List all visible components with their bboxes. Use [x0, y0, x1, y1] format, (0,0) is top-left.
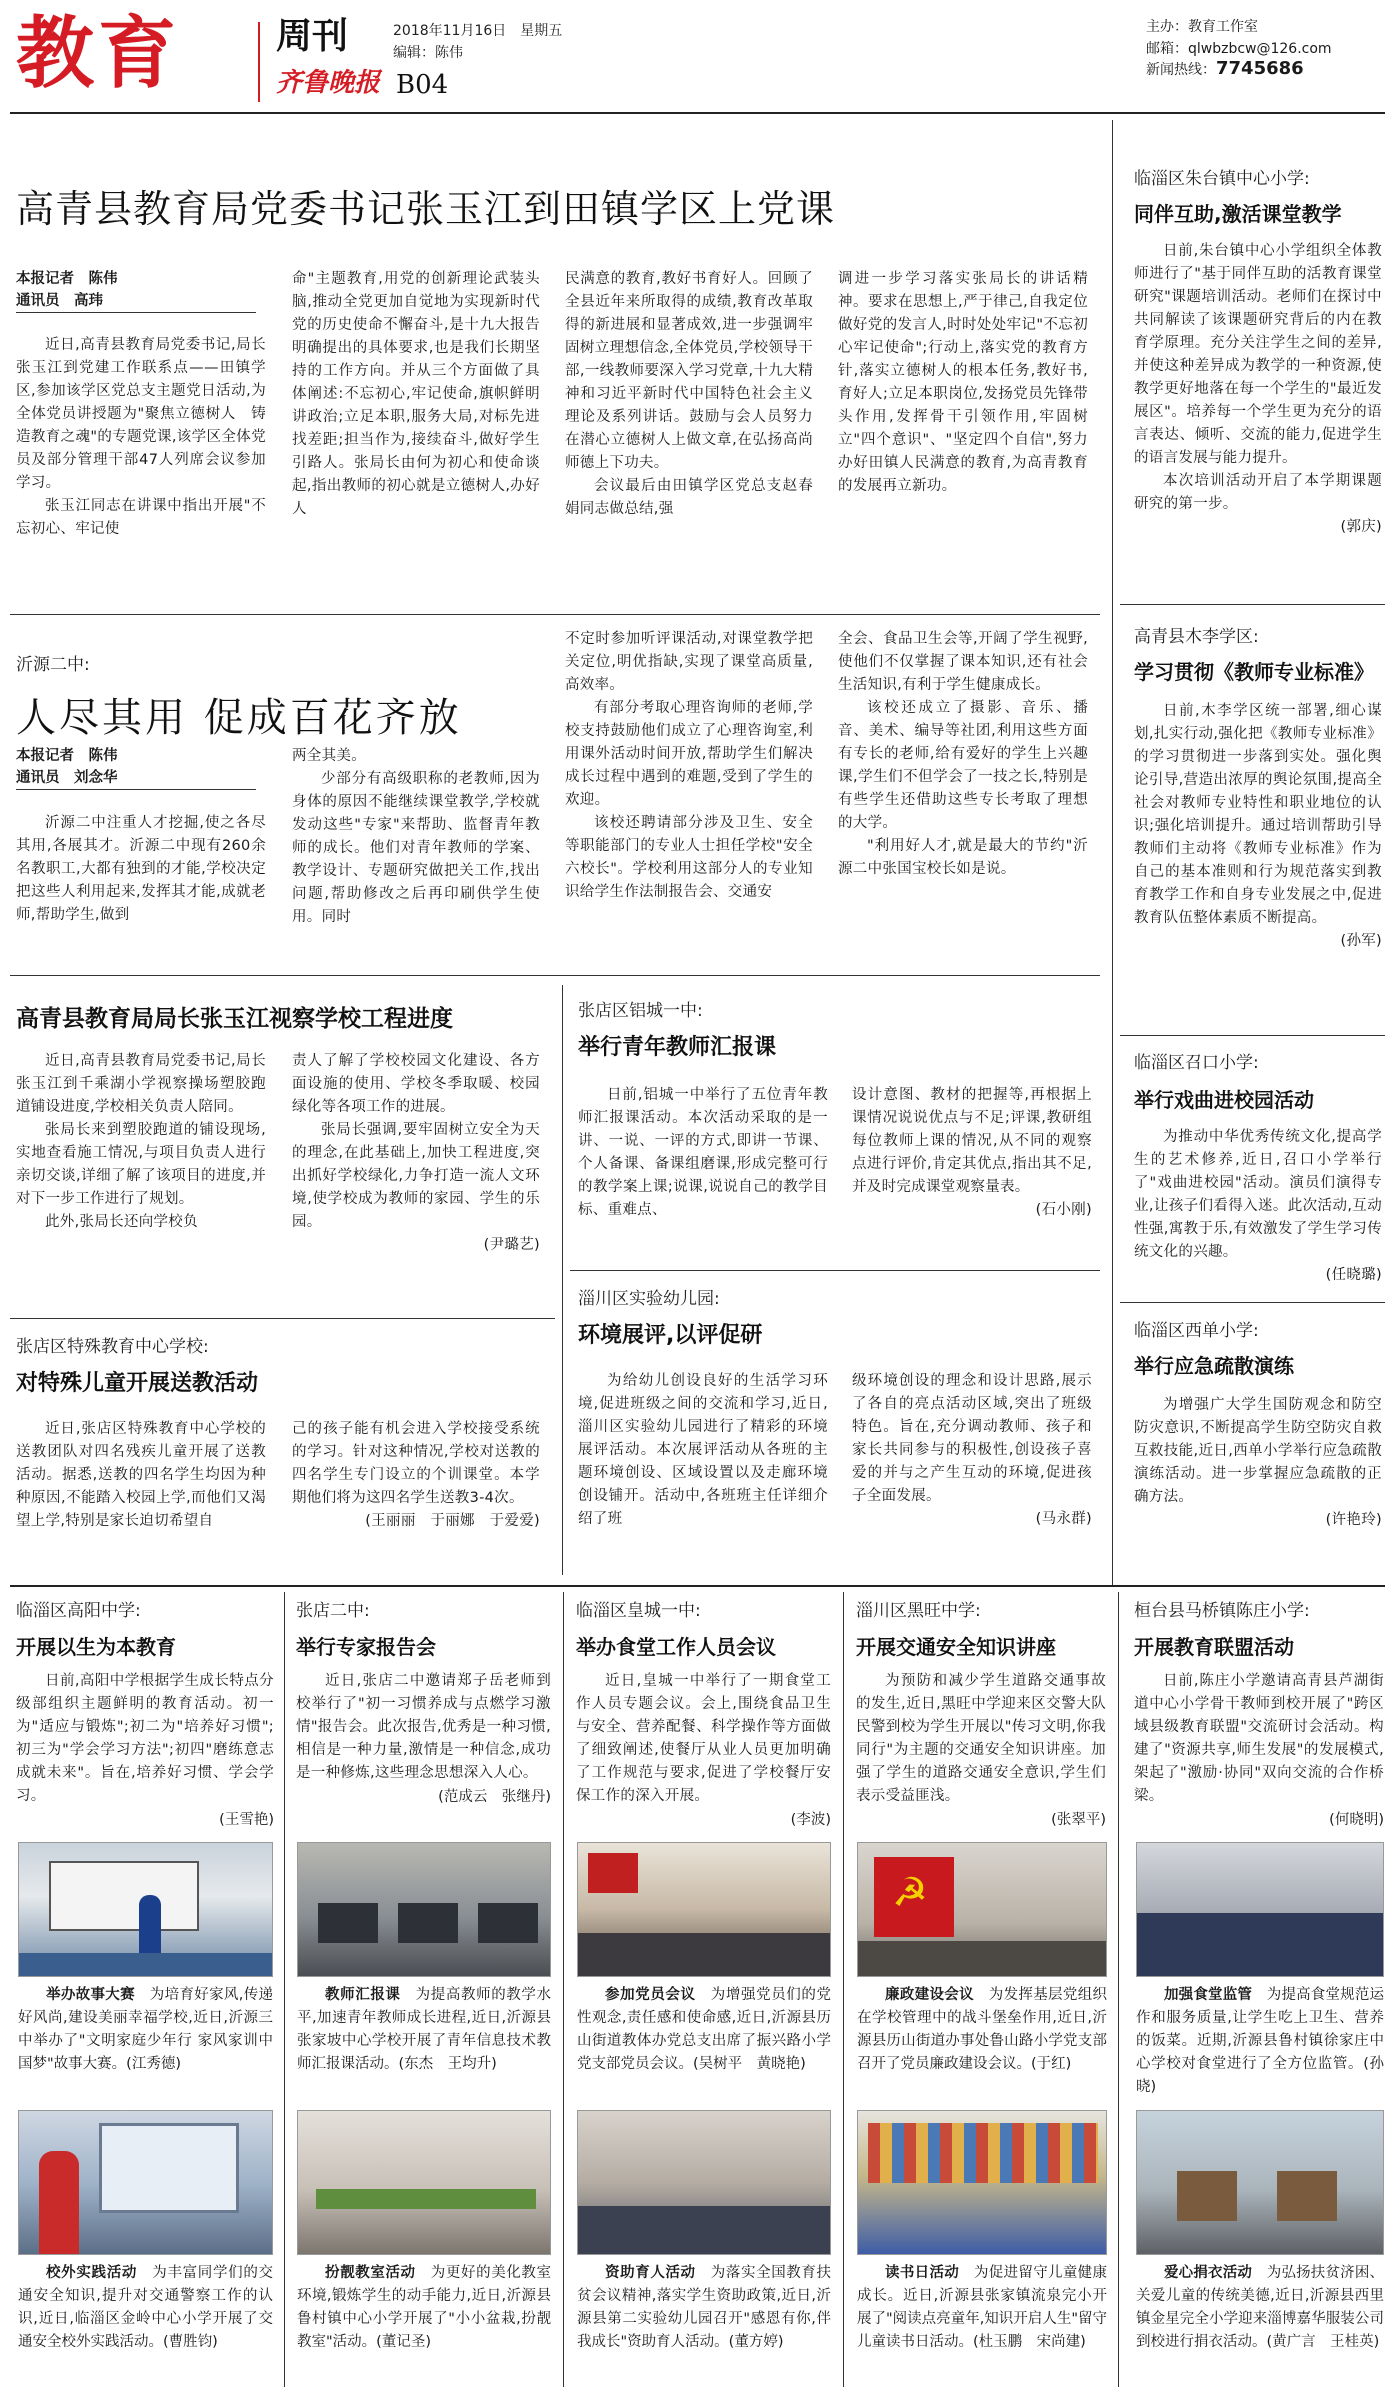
caption-clothing-donation: 爱心捐衣活动 为弘扬扶贫济困、关爱儿童的传统美德,近日,沂源县西里镇金星完全小学迎来淄博嘉华服装公司到校进行捐衣活动。(黄广言 王桂英): [1136, 2265, 1385, 2350]
caption-teacher-demo: 教师汇报课 为提高教师的教学水平,加速青年教师成长进程,近日,沂源县张家坡中心学校开展了青年信息技术教师汇报课活动。(东杰 王均升): [297, 1987, 552, 2072]
sidebar-4-headline: 举行应急疏散演练: [1134, 1354, 1294, 1378]
bottom-col-4: [856, 1596, 1106, 1829]
bottom-vrule-3: [843, 1592, 844, 2387]
caption-clothing-donation-title: 爱心捐衣活动: [1164, 2265, 1253, 2281]
yiyuan-label: 沂源二中:: [16, 655, 90, 675]
caption-reading-day-title: 读书日活动: [885, 2265, 960, 2281]
caption-party-meeting-title: 参加党员会议: [605, 1987, 696, 2003]
kindergarten-headline: 环境展评,以评促研: [578, 1323, 763, 1348]
lead-col-1: 近日,高青县教育局党委书记,局长张玉江到党建工作联系点——田镇学区,参加该学区党总支主题党日活动,为全体党员讲授题为"聚焦立德树人 铸造教育之魂"的专题党课,该学区全体党员及部分管理干部47人列席会议参加学习。 张玉江同志在讲课中指出开展"不忘初心、牢记使: [16, 337, 266, 537]
kindergarten-col-1: 为给幼儿创设良好的生活学习环境,促进班级之间的交流和学习,近日,淄川区实验幼儿园进行了精彩的环境展评活动。本次展评活动从各班的主题环境创设、区域设置以及走廊环境创设铺开。活动中,各班班主任详细介绍了班: [578, 1373, 828, 1527]
weekly-label: 周刊: [276, 15, 349, 57]
sidebar-1-body: 日前,朱台镇中心小学组织全体教师进行了"基于同伴互助的活教育课堂研究"课题培训活动。老师们在探讨中共同解读了该课题研究背后的内在教育学原理。充分关注学生之间的差异,并使这种差异成为教学的一种资源,使教学更好地落在每一个学生的"最近发展区"。培养每一个学生更为充分的语言表达、倾听、交流的能力,促进学生的语言发展与能力提升。 本次培训活动开启了本学期课题研究的第一步。 (郭庆): [1134, 240, 1382, 539]
caption-canteen-supervision: 加强食堂监管 为提高食堂规范运作和服务质量,让学生吃上卫生、营养的饭菜。近期,沂源县鲁村镇徐家庄中心学校对食堂进行了全方位监管。(孙晓): [1136, 1987, 1385, 2095]
photo-traffic-practice: [18, 2110, 273, 2255]
caption-traffic-practice-title: 校外实践活动: [46, 2265, 138, 2281]
lead-byline: [16, 268, 266, 313]
bottom-4-body: 为预防和减少学生道路交通事故的发生,近日,黑旺中学迎来区交警大队民警到校为学生开展以"传习文明,你我同行"为主题的交通安全知识讲座。加强了学生的道路交通安全意识,学生们表示受益匪浅。: [856, 1673, 1106, 1804]
middle-vertical-rule: [562, 985, 563, 1575]
gaoqing-inspect-col-2: 责人了解了学校校园文化建设、各方面设施的使用、学校冬季取暖、校园绿化等各项工作的进展。 张局长强调,要牢固树立安全为天的理念,在此基础上,加快工程进度,突出抓好学校绿化,力争打造一流人文环境,使学校成为教师的家园、学生的乐园。 (尹璐艺): [292, 1050, 540, 1257]
yiyuan-col-3: 不定时参加听评课活动,对课堂教学把关定位,明优指缺,实现了课堂高质量,高效率。 有部分考取心理咨询师的老师,学校支持鼓励他们成立了心理咨询室,利用课外活动时间开放,帮助学生们解决成长过程中遇到的难题,受到了学生的欢迎。 该校还聘请部分涉及卫生、安全等职能部门的专业人士担任学校"安全六校长"。学校利用这部分人的专业知识给学生作法制报告会、交通安: [565, 631, 813, 900]
sidebar-3-body: 为推动中华优秀传统文化,提高学生的艺术修养,近日,召口小学举行了"戏曲进校园"活动。演员们演得专业,让孩子们看得入迷。此次活动,互动性强,寓教于乐,有效激发了学生学习传统文化的兴趣。 (任晓璐): [1134, 1126, 1382, 1287]
gaoqing-inspect-sign: (尹璐艺): [483, 1237, 540, 1253]
bottom-1-body: 日前,高阳中学根据学生成长特点分级部组织主题鲜明的教育活动。初一为"适应与锻炼";初二为"培养好习惯";初三为"学会学习方法";初四"磨练意志成就未来"。旨在,培养好习惯、学会学习。: [16, 1673, 274, 1804]
photo-funding-activity: [577, 2110, 831, 2255]
header-rule: [10, 112, 1385, 114]
issue-date: 2018年11月16日 星期五: [393, 23, 563, 39]
caption-reading-day: 读书日活动 为促进留守儿童健康成长。近日,沂源县张家镇流泉完小开展了"阅读点亮童年,知识开启人生"留守儿童读书日活动。(杜玉鹏 宋尚建): [857, 2265, 1108, 2350]
caption-party-meeting: 参加党员会议 为增强党员们的党性观念,责任感和使命感,近日,沂源县历山街道教体办党总支出席了振兴路小学党支部党员会议。(吴树平 黄晓艳): [577, 1987, 832, 2072]
sidebar-1-rule: [1120, 604, 1385, 605]
lead-col-2: 命"主题教育,用党的创新理论武装头脑,推动全党更加自觉地为实现新时代党的历史使命不懈奋斗,是十九大报告明确提出的具体要求,也是我们长期坚持的工作方向。并从三个方面做了具体阐述:不忘初心,牢记使命,旗帜鲜明讲政治;立足本职,服务大局,对标先进找差距;担当作为,接续奋斗,做好学生引路人。张局长由何为初心和使命谈起,指出教师的初心就是立德树人,办好人: [292, 271, 540, 517]
bottom-col-3: [576, 1596, 831, 1829]
caption-funding-activity-title: 资助育人活动: [605, 2265, 696, 2281]
caption-integrity-meeting: 廉政建设会议 为发挥基层党组织在学校管理中的战斗堡垒作用,近日,沂源县历山街道办事处鲁山路小学党支部召开了党员廉政建设会议。(于红): [857, 1987, 1108, 2072]
newspaper-brand: 齐鲁晚报: [276, 68, 381, 98]
sidebar-3-sign: (任晓璐): [1325, 1267, 1382, 1283]
lvcheng-headline: 举行青年教师汇报课: [578, 1035, 777, 1060]
special-ed-label: 张店区特殊教育中心学校:: [16, 1337, 209, 1357]
sidebar-3-label: 临淄区召口小学:: [1134, 1053, 1259, 1073]
caption-classroom-decor: 扮靓教室活动 为更好的美化教室环境,锻炼学生的动手能力,近日,沂源县鲁村镇中心小学开展了"小小盆栽,扮靓教室"活动。(董记圣): [297, 2265, 552, 2350]
sidebar-4-label: 临淄区西单小学:: [1134, 1321, 1259, 1341]
hotline-number: 7745686: [1216, 58, 1304, 79]
bottom-4-headline: 开展交通安全知识讲座: [856, 1635, 1056, 1659]
bottom-4-sign: (张翠平): [1051, 1812, 1106, 1828]
sidebar-2-headline: 学习贯彻《教师专业标准》: [1134, 660, 1374, 684]
section-title: 教育: [16, 8, 181, 99]
bottom-vrule-1: [284, 1592, 285, 2387]
bottom-col-2: [296, 1596, 551, 1806]
special-ed-col-2: 己的孩子能有机会进入学校接受系统的学习。针对这种情况,学校对送教的四名学生专门设立的个训课堂。本学期他们将为这四名学生送教3-4次。 (王丽丽 于丽娜 于爱爱): [292, 1418, 540, 1533]
sidebar-1-headline: 同伴互助,激活课堂教学: [1134, 202, 1342, 226]
gaoqing-inspect-col-1: 近日,高青县教育局党委书记,局长张玉江到千乘湖小学视察操场塑胶跑道铺设进度,学校相关负责人陪同。 张局长来到塑胶跑道的铺设现场,实地查看施工情况,与项目负责人进行亲切交谈,详细了解了该项目的进度,并对下一步工作进行了规划。 此外,张局长还向学校负: [16, 1053, 266, 1230]
bottom-2-body: 近日,张店二中邀请郑子岳老师到校举行了"初一习惯养成与点燃学习激情"报告会。此次报告,优秀是一种习惯,相信是一种力量,激情是一种信念,成功是一种修炼,这些理念思想深入人心。: [296, 1673, 551, 1781]
page-number: B04: [396, 70, 449, 100]
caption-funding-activity: 资助育人活动 为落实全国教育扶贫会议精神,落实学生资助政策,近日,沂源县第二实验幼儿园召开"感恩有你,伴我成长"资助育人活动。(董方婷): [577, 2265, 832, 2350]
sidebar-2-body: 日前,木李学区统一部署,细心谋划,扎实行动,强化把《教师专业标准》的学习贯彻进一步落到实处。强化舆论引导,营造出浓厚的舆论氛围,提高全社会对教师专业特性和职业地位的认识;强化培训提升。通过培训帮助引导教师们主动将《教师专业标准》作为自己的基本准则和行为规范落实到教育教学工作和自身专业发展之中,促进教育队伍整体素质不断提高。 (孙军): [1134, 700, 1382, 953]
photo-classroom-decor: [297, 2110, 551, 2255]
bottom-1-label: 临淄区高阳中学:: [16, 1601, 141, 1621]
sidebar-3-headline: 举行戏曲进校园活动: [1134, 1088, 1314, 1112]
caption-integrity-meeting-title: 廉政建设会议: [885, 1987, 974, 2003]
caption-traffic-practice: 校外实践活动 为丰富同学们的交通安全知识,提升对交通警察工作的认识,近日,临淄区金岭中心小学开展了交通安全校外实践活动。(曹胜钧): [18, 2265, 274, 2350]
caption-story-contest: 举办故事大赛 为培育好家风,传递好风尚,建设美丽幸福学校,近日,沂源三中举办了"文明家庭少年行 家风家训中国梦"故事大赛。(江秀德): [18, 1987, 274, 2072]
photo-canteen-supervision: [1136, 1842, 1384, 1977]
lvcheng-col-2: 设计意图、教材的把握等,再根据上课情况说说优点与不足;评课,教研组每位教师上课的情况,从不同的观察点进行评价,肯定其优点,指出其不足,并及时完成课堂观察量表。 (石小刚): [852, 1084, 1092, 1222]
yiyuan-col-1: 沂源二中注重人才挖掘,使之各尽其用,各展其才。沂源二中现有260余名教职工,大都有独到的才能,学校决定把这些人利用起来,发挥其才能,成就老师,帮助学生,做到: [16, 815, 266, 923]
lead-col-3: 民满意的教育,教好书育好人。回顾了全县近年来所取得的成绩,教育改革取得的新进展和显著成效,进一步强调牢固树立理想信念,全体党员,学校领导干部,一线教师要深入学习党章,十九大精神和习近平新时代中国特色社会主义理论及系列讲话。鼓励与会人员努力在潜心立德树人上做文章,在弘扬高尚师德上下功夫。 会议最后由田镇学区党总支赵春娟同志做总结,强: [565, 271, 813, 517]
caption-classroom-decor-title: 扮靓教室活动: [325, 2265, 416, 2281]
bottom-col-1: [16, 1596, 274, 1829]
sidebar-2-label: 高青县木李学区:: [1134, 627, 1259, 647]
bottom-1-headline: 开展以生为本教育: [16, 1635, 176, 1659]
bottom-3-headline: 举办食堂工作人员会议: [576, 1635, 776, 1659]
bottom-3-label: 临淄区皇城一中:: [576, 1601, 701, 1621]
special-ed-sign: (王丽丽 于丽娜 于爱爱): [365, 1513, 540, 1529]
lead-correspondent: 通讯员 高玮: [16, 290, 266, 313]
kindergarten-sign: (马永群): [1035, 1511, 1092, 1527]
caption-teacher-demo-title: 教师汇报课: [325, 1987, 401, 2003]
bottom-3-body: 近日,皇城一中举行了一期食堂工作人员专题会议。会上,围绕食品卫生与安全、营养配餐、科学操作等方面做了细致阐述,使餐厅从业人员更加明确了工作规范与要求,促进了学校餐厅安保工作的深入开展。: [576, 1673, 831, 1804]
bottom-5-label: 桓台县马桥镇陈庄小学:: [1134, 1601, 1310, 1621]
yiyuan-correspondent: 通讯员 刘念华: [16, 767, 266, 790]
bottom-vrule-2: [563, 1592, 564, 2387]
contact-email: 邮箱：qlwbzbcw@126.com: [1146, 41, 1332, 57]
bottom-1-sign: (王雪艳): [219, 1812, 274, 1828]
bottom-5-headline: 开展教育联盟活动: [1134, 1635, 1294, 1659]
special-ed-col-1: 近日,张店区特殊教育中心学校的送教团队对四名残疾儿童开展了送教活动。据悉,送教的四名学生均因为种种原因,不能踏入校园上学,而他们又渴望上学,特别是家长迫切希望自: [16, 1421, 266, 1529]
photo-story-contest: [18, 1842, 273, 1977]
photo-teacher-demo: [297, 1842, 551, 1977]
yiyuan-headline: 人尽其用 促成百花齐放: [16, 695, 462, 741]
lvcheng-sign: (石小刚): [1035, 1202, 1092, 1218]
sidebar-1-sign: (郭庆): [1340, 519, 1382, 535]
yiyuan-col-2: 两全其美。 少部分有高级职称的老教师,因为身体的原因不能继续课堂教学,学校就发动这些"专家"来帮助、监督青年教师的成长。他们对青年教师的学案、教学设计、专题研究做把关工作,找出问题,帮助修改之后再印刷供学生使用。同时: [292, 748, 540, 925]
yiyuan-bottom-rule: [10, 975, 1100, 976]
bottom-2-sign: (范成云 张继丹): [438, 1789, 551, 1805]
yiyuan-reporter: 本报记者 陈伟: [16, 748, 118, 764]
bottom-col-5: [1134, 1596, 1384, 1829]
bottom-5-sign: (何晓明): [1329, 1812, 1384, 1828]
sidebar-3-rule: [1120, 1302, 1385, 1303]
bottom-section-rule: [10, 1585, 1385, 1587]
caption-story-contest-title: 举办故事大赛: [46, 1987, 135, 2003]
sidebar-2-rule: [1120, 1035, 1385, 1036]
news-hotline: [1146, 58, 1304, 79]
lvcheng-rule: [570, 1270, 1100, 1271]
hotline-label: 新闻热线：: [1146, 62, 1216, 78]
bottom-vrule-4: [1118, 1592, 1119, 2387]
bottom-2-label: 张店二中:: [296, 1601, 370, 1621]
host-info: 主办：教育工作室: [1146, 19, 1258, 35]
bottom-2-headline: 举行专家报告会: [296, 1635, 436, 1659]
lead-bottom-rule: [10, 614, 1100, 615]
photo-clothing-donation: [1136, 2110, 1384, 2255]
sidebar-1-label: 临淄区朱台镇中心小学:: [1134, 169, 1310, 189]
bottom-4-label: 淄川区黑旺中学:: [856, 1601, 981, 1621]
yiyuan-byline: [16, 745, 266, 790]
masthead-divider: [258, 22, 260, 102]
page-editor: 编辑：陈伟: [393, 45, 463, 61]
sidebar-vertical-rule: [1112, 120, 1113, 1585]
gaoqing-inspect-rule: [10, 1318, 555, 1319]
sidebar-4-body: 为增强广大学生国防观念和防空防灾意识,不断提高学生防空防灾自救互救技能,近日,西单小学举行应急疏散演练活动。进一步掌握应急疏散的正确方法。 (许艳玲): [1134, 1394, 1382, 1532]
kindergarten-col-2: 级环境创设的理念和设计思路,展示了各自的亮点活动区域,突出了班级特色。旨在,充分调动教师、孩子和家长共同参与的积极性,创设孩子喜爱的并与之产生互动的环境,促进孩子全面发展。 (马永群): [852, 1370, 1092, 1531]
caption-canteen-supervision-title: 加强食堂监管: [1164, 1987, 1253, 2003]
lead-headline: 高青县教育局党委书记张玉江到田镇学区上党课: [16, 187, 836, 231]
yiyuan-col-4: 全会、食品卫生会等,开阔了学生视野,使他们不仅掌握了课本知识,还有社会生活知识,有利于学生健康成长。 该校还成立了摄影、音乐、播音、美术、编导等社团,利用这些方面有专长的老师,给有爱好的学生上兴趣课,学生们不但学会了一技之长,特别是有些学生还借助这些专长考取了理想的大学。 "利用好人才,就是最大的节约"沂源二中张国宝校长如是说。: [838, 631, 1088, 877]
lead-col-4: 调进一步学习落实张局长的讲话精神。要求在思想上,严于律己,自我定位做好党的发言人,时时处处牢记"不忘初心牢记使命";行动上,落实党的教育方针,落实立德树人的根本任务,教好书,育好人;立足本职岗位,发扬党员先锋带头作用,发挥骨干引领作用,牢固树立"四个意识"、"坚定四个自信",努力办好田镇人民满意的教育,为高青教育的发展再立新功。: [838, 271, 1088, 494]
gaoqing-inspect-headline: 高青县教育局局长张玉江视察学校工程进度: [16, 1006, 453, 1032]
bottom-5-body: 日前,陈庄小学邀请高青县芦湖街道中心小学骨干教师到校开展了"跨区域县级教育联盟"交流研讨会活动。构建了"资源共享,师生发展"的发展模式,架起了"激励·协同"双向交流的合作桥梁。: [1134, 1673, 1384, 1804]
lead-reporter: 本报记者 陈伟: [16, 271, 118, 287]
lvcheng-col-1: 日前,铝城一中举行了五位青年教师汇报课活动。本次活动采取的是一讲、一说、一评的方式,即讲一节课、个人备课、备课组磨课,形成完整可行的教学案上课;说课,说说自己的教学目标、重难点、: [578, 1087, 828, 1218]
sidebar-2-sign: (孙军): [1340, 933, 1382, 949]
kindergarten-label: 淄川区实验幼儿园:: [578, 1289, 720, 1309]
sidebar-4-sign: (许艳玲): [1325, 1512, 1382, 1528]
photo-reading-day: [857, 2110, 1107, 2255]
photo-integrity-meeting: ☭: [857, 1842, 1107, 1977]
photo-party-meeting: [577, 1842, 831, 1977]
special-ed-headline: 对特殊儿童开展送教活动: [16, 1371, 259, 1396]
lvcheng-label: 张店区铝城一中:: [578, 1001, 703, 1021]
bottom-3-sign: (李波): [790, 1812, 831, 1828]
